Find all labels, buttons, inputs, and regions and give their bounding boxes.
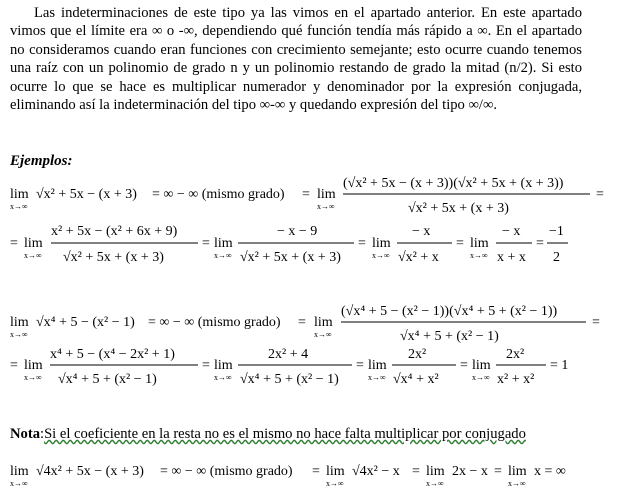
lim-label: lim [214,236,233,251]
lim-subscript: x→∞ [10,479,28,488]
fraction-numerator: − x [412,224,431,239]
lim-label: lim [214,358,233,373]
fraction-denominator: √x⁴ + 5 + (x² − 1) [240,372,339,387]
example-2-line-2 [10,347,568,387]
fraction-denominator: x² + x² [497,372,535,387]
step-2: 2x − x [452,464,488,479]
fraction-numerator: x² + 5x − (x² + 6x + 9) [51,224,178,239]
lim-label: lim [368,358,387,373]
equals: = [10,236,18,251]
lim-label: lim [314,315,333,330]
lim-subscript: x→∞ [214,373,232,382]
equals: = [494,464,502,479]
lim-label: lim [472,358,491,373]
equals: = [356,358,364,373]
equals: = [592,315,600,330]
fraction-denominator: √x² + 5x + (x + 3) [63,250,164,265]
equals: = [10,358,18,373]
fraction-numerator: (√x² + 5x − (x + 3))(√x² + 5x + (x + 3)) [343,176,564,191]
result: = 1 [550,358,569,373]
lim-subscript: x→∞ [314,330,332,339]
lim-label: lim [426,464,445,479]
note-paragraph [10,426,526,443]
lim-subscript: x→∞ [317,202,335,211]
equals: = [536,236,544,251]
lim-label: lim [10,315,29,330]
lim-subscript: x→∞ [214,251,232,260]
lim-subscript: x→∞ [508,479,526,488]
examples-heading: Ejemplos: [10,153,73,169]
equals: = [202,358,210,373]
note-text: Si el coeficiente en la resta no es el mismo no hace falta multiplicar por conjugado [44,426,526,442]
equals: = [202,236,210,251]
step-1: √4x² − x [352,464,400,479]
lim-subscript: x→∞ [426,479,444,488]
equals: = [596,187,604,202]
mismo-grado: = ∞ − ∞ (mismo grado) [148,315,281,330]
lim-label: lim [470,236,489,251]
expression: √x² + 5x − (x + 3) [36,187,137,202]
fraction-numerator: −1 [549,224,564,239]
lim-subscript: x→∞ [472,373,490,382]
lim-subscript: x→∞ [10,202,28,211]
lim-subscript: x→∞ [24,251,42,260]
fraction-numerator: − x − 9 [277,224,318,239]
mismo-grado: = ∞ − ∞ (mismo grado) [160,464,293,479]
example-1-line-2 [10,224,568,265]
example-1-line-1 [10,176,604,216]
fraction-denominator: √x⁴ + 5 + (x² − 1) [400,329,499,344]
lim-subscript: x→∞ [326,479,344,488]
lim-label: lim [508,464,527,479]
fraction-denominator: √x² + 5x + (x + 3) [240,250,341,265]
fraction-numerator: − x [502,224,521,239]
lim-subscript: x→∞ [372,251,390,260]
lim-subscript: x→∞ [10,330,28,339]
fraction-denominator: √x² + 5x + (x + 3) [408,201,509,216]
lim-label: lim [24,236,43,251]
fraction-denominator: x + x [497,250,526,265]
lim-label: lim [372,236,391,251]
intro-text: Las indeterminaciones de este tipo ya las vimos en el apartado anterior. En este apartado vimos que el límite era ∞ o -∞, dependiendo qué función tendía más rápido a ∞. En el apartado no consideramos cuando eran funciones con crecimiento semejante; esto ocurre cuando tenemos una raíz con un polinomio de grado n y un polinomio restando de grado la mitad (n/2). Si esto ocurre lo que se hace es multiplicar numerador y denominador por la expresión conjugada, eliminando así la indeterminación del tipo ∞-∞ y quedando expresión del tipo ∞/∞. [10,5,582,114]
equals: = [312,464,320,479]
equals: = [302,187,310,202]
fraction-denominator: √x⁴ + 5 + (x² − 1) [58,372,157,387]
lim-label: lim [317,187,336,202]
note-colon: : [40,426,45,442]
lim-label: lim [10,187,29,202]
equals: = [456,236,464,251]
equals: = [298,315,306,330]
lim-subscript: x→∞ [470,251,488,260]
lim-subscript: x→∞ [24,373,42,382]
equals: = [358,236,366,251]
lim-label: lim [10,464,29,479]
note-label: Nota [10,426,40,442]
step-3: x = ∞ [534,464,566,479]
fraction-denominator: √x² + x [398,250,439,265]
lim-label: lim [24,358,43,373]
lim-label: lim [326,464,345,479]
fraction-denominator: 2 [553,250,560,265]
expression: √x⁴ + 5 − (x² − 1) [36,315,135,330]
equals: = [460,358,468,373]
equals: = [412,464,420,479]
fraction-numerator: (√x⁴ + 5 − (x² − 1))(√x⁴ + 5 + (x² − 1)) [341,304,558,319]
fraction-denominator: √x⁴ + x² [393,372,439,387]
example-3-line [10,464,566,488]
example-2-line-1 [10,304,600,344]
fraction-numerator: x⁴ + 5 − (x⁴ − 2x² + 1) [50,347,175,362]
expression: √4x² + 5x − (x + 3) [36,464,144,479]
fraction-numerator: 2x² [506,347,525,362]
mismo-grado: = ∞ − ∞ (mismo grado) [152,187,285,202]
fraction-numerator: 2x² [408,347,427,362]
fraction-numerator: 2x² + 4 [268,347,309,362]
lim-subscript: x→∞ [368,373,386,382]
